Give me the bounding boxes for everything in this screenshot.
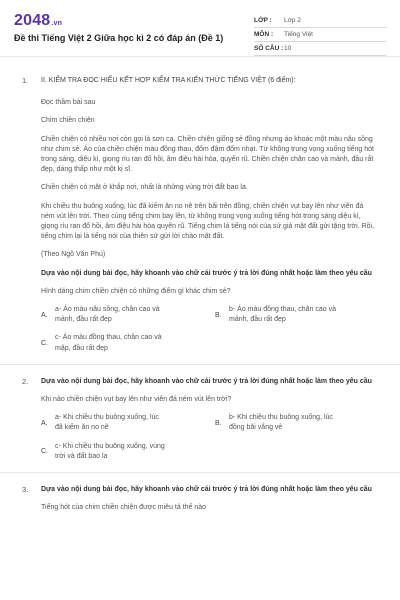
- passage-paragraph: Chiền chiện có nhiều nơi còn gọi là sơn ca. Chiền chiện giống sẻ đồng nhưng áo khoác một màu nâu sồng như chim sẻ. Áo của chiền chiện màu đồng thau, đốm đậm đốm nhạt. Từ không trung vọng xuống tiếng hót trong sáng, diệu kì, giọng ríu ran đổ hồi, âm điệu hài hòa, quyến rũ. Chiền chiện chân cao và mảnh, đầu rất đẹp, dáng thấp như một kị sĩ.: [41, 135, 375, 174]
- meta-row-subject: [254, 28, 386, 42]
- question-instruction: Dựa vào nội dung bài đọc, hãy khoanh vào chữ cái trước ý trả lời đúng nhất hoặc làm theo yêu cầu: [41, 269, 372, 277]
- passage-title: Chim chiền chiện: [41, 117, 95, 125]
- passage-source: (Theo Ngô Văn Phú): [41, 251, 106, 259]
- answer-option-a[interactable]: [41, 413, 213, 433]
- meta-row-class: [254, 14, 386, 28]
- question-number: 1.: [22, 76, 29, 85]
- meta-label: LỚP :: [254, 17, 272, 24]
- question-text: Hình dáng chim chiền chiện có những điểm gì khác chim sẻ?: [41, 287, 231, 295]
- answer-options: [41, 305, 376, 354]
- question-number: 3.: [22, 485, 29, 495]
- meta-label: SỐ CÂU :: [254, 45, 284, 52]
- option-text: b- Khi chiều thu buông xuống, lúc đồng bãi vắng vẻ: [229, 414, 333, 432]
- option-text: b- Áo màu đồng thau, chân cao và mảnh, đầu rất đẹp: [229, 306, 337, 324]
- option-letter: C.: [41, 340, 48, 348]
- passage-paragraph: Chiền chiện có mặt ở khắp nơi, nhất là những vùng trời đất bao la.: [41, 184, 248, 192]
- question-text: Khi nào chiền chiện vụt bay lên như viên đá ném vút lên trời?: [41, 396, 232, 404]
- answer-option-b[interactable]: [215, 305, 387, 325]
- site-logo[interactable]: [14, 12, 62, 30]
- option-text: c- Khi chiều thu buông xuống, vùng trời và đất bao la: [55, 442, 165, 460]
- question-text: Tiếng hót của chim chiền chiện được miêu tả thế nào: [41, 504, 207, 512]
- question-divider: [0, 472, 400, 473]
- logo-text: 2048: [14, 12, 51, 29]
- exam-meta-table: [254, 14, 386, 56]
- option-letter: C.: [41, 448, 48, 456]
- question-divider: [0, 364, 400, 365]
- question-instruction: Dựa vào nội dung bài đọc, hãy khoanh vào chữ cái trước ý trả lời đúng nhất hoặc làm theo yêu cầu: [41, 377, 372, 385]
- question-item: [0, 76, 400, 354]
- answer-options: [41, 413, 376, 462]
- meta-label: MÔN :: [254, 31, 274, 38]
- question-item: [0, 377, 400, 462]
- answer-option-a[interactable]: [41, 305, 213, 325]
- option-letter: B.: [215, 419, 222, 427]
- exam-header: [0, 0, 400, 57]
- exam-title: Đề thi Tiếng Việt 2 Giữa học kì 2 có đáp án (Đề 1): [14, 33, 224, 43]
- answer-option-c[interactable]: [41, 333, 213, 353]
- answer-option-b[interactable]: [215, 413, 387, 433]
- option-letter: A.: [41, 419, 48, 427]
- meta-value: Lớp 2: [284, 17, 301, 24]
- question-item: [0, 485, 400, 513]
- passage-paragraph: Khi chiều thu buông xuống, lúc đã kiếm ăn no nê trên bãi trên đồng, chiền chiện vụt bay lên như viên đá ném vút lên trời. Theo cùng tiếng chim bay lên, từ không trung vọng xuống tiếng hót trong sáng diệu kì, giọng ríu ran đổ hồi, âm điệu hài hòa quyến rũ. Tiếng chim là tiếng nói của sứ giả mặt đất gửi tặng trời. Rồi, tiếng chim lại là tiếng nói của thiên sứ gửi lời chào mặt đất.: [41, 202, 375, 241]
- answer-option-c[interactable]: [41, 442, 213, 462]
- logo-suffix: .vn: [51, 20, 63, 27]
- meta-row-count: [254, 42, 386, 56]
- section-heading: II. KIỂM TRA ĐỌC HIỂU KẾT HỢP KIỂM TRA KIẾN THỨC TIẾNG VIỆT (6 điểm):: [41, 77, 296, 84]
- option-letter: A.: [41, 311, 48, 319]
- meta-value: Tiếng Việt: [284, 31, 313, 38]
- question-instruction: Dựa vào nội dung bài đọc, hãy khoanh vào chữ cái trước ý trả lời đúng nhất hoặc làm theo yêu cầu: [41, 486, 372, 494]
- option-text: a- Khi chiều thu buông xuống, lúc đã kiếm ăn no nê: [55, 414, 159, 432]
- option-letter: B.: [215, 311, 222, 319]
- meta-value: 10: [284, 45, 292, 52]
- option-text: c- Áo màu đồng thau, chân cao và mập, đầu rất đẹp: [55, 334, 162, 352]
- question-number: 2.: [22, 376, 29, 386]
- passage-paragraph: Đọc thầm bài sau: [41, 99, 96, 107]
- option-text: a- Áo màu nâu sồng, chân cao và mảnh, đầu rất đẹp: [55, 306, 160, 324]
- question-list: [0, 76, 400, 521]
